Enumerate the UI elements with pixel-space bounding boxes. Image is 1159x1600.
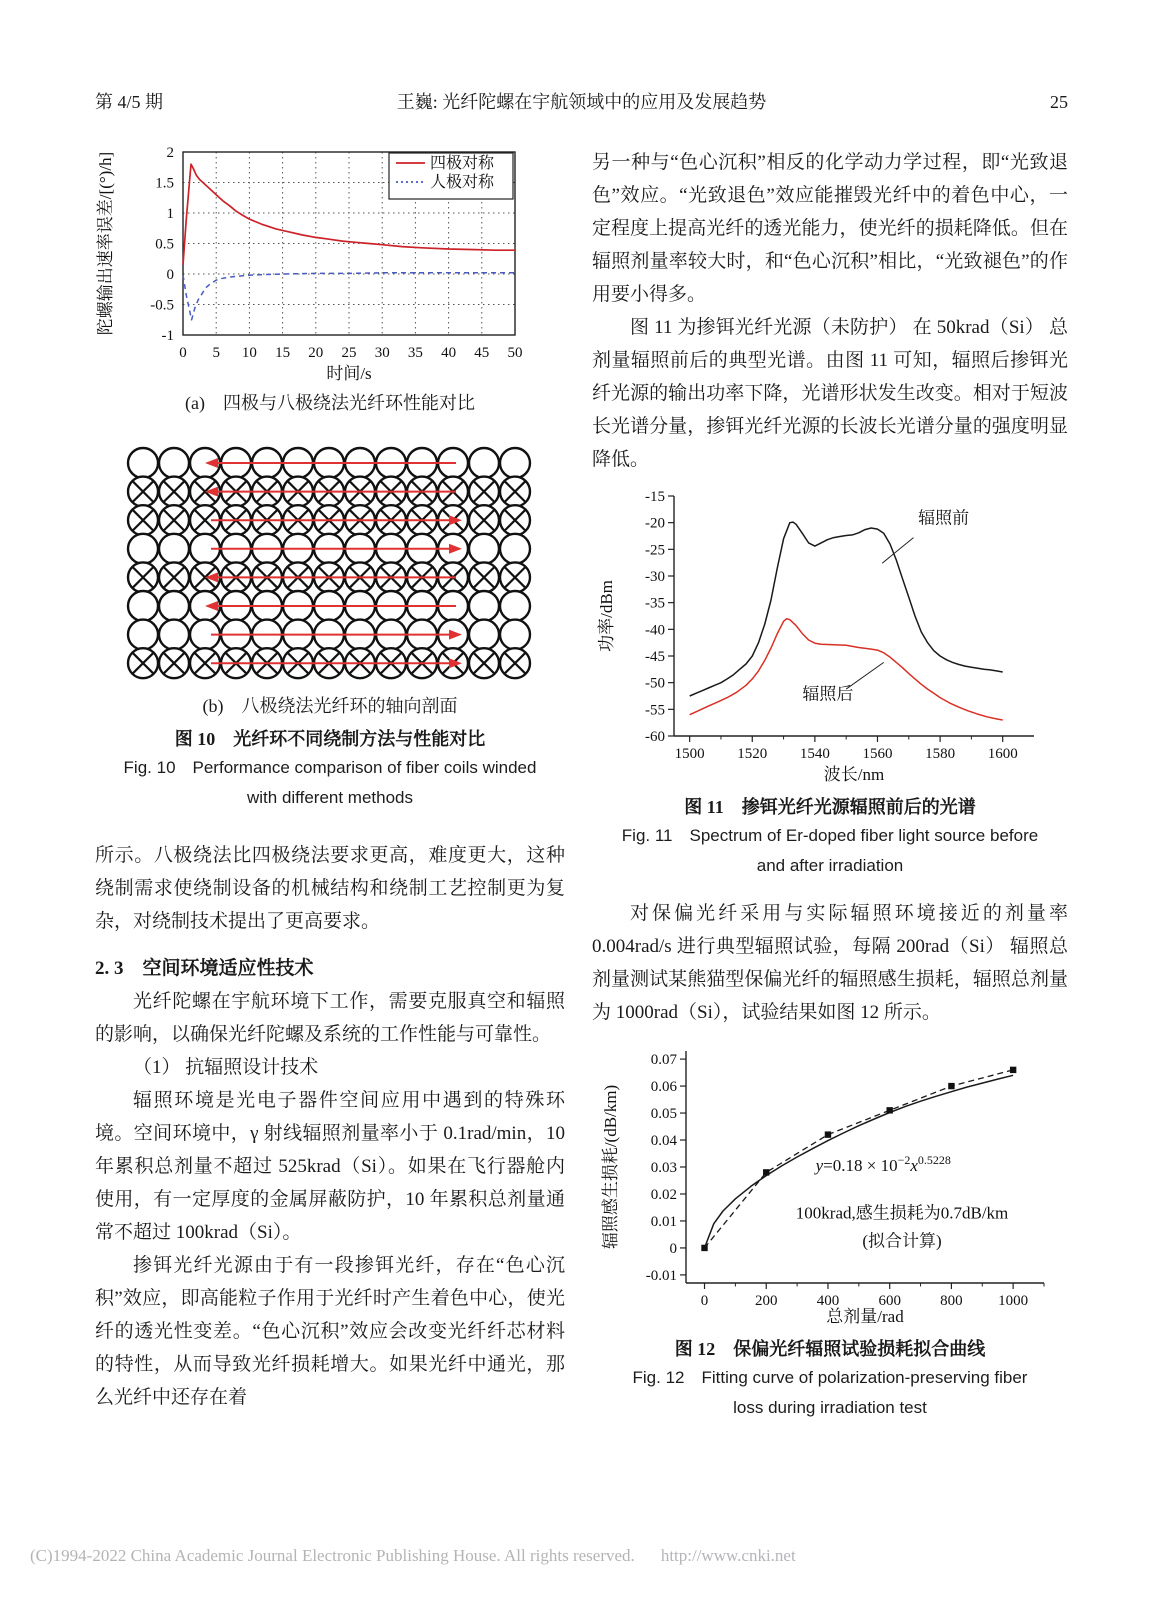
svg-text:1520: 1520 <box>737 746 768 762</box>
figure10-caption-en2: with different methods <box>247 788 413 808</box>
svg-text:25: 25 <box>341 345 357 361</box>
svg-text:-45: -45 <box>645 649 665 665</box>
svg-text:200: 200 <box>754 1293 778 1309</box>
figure11-caption-zh: 图 11 掺铒光纤光源辐照前后的光谱 <box>684 797 976 817</box>
figure11-caption-en1: Fig. 11 Spectrum of Er-doped fiber light source before <box>621 826 1039 845</box>
svg-text:陀螺输出速率误差/[(°)/h]: 陀螺输出速率误差/[(°)/h] <box>96 151 115 336</box>
figure12-chart <box>596 1037 1068 1329</box>
figure12-caption-en2: loss during irradiation test <box>733 1398 927 1417</box>
svg-text:0.03: 0.03 <box>650 1160 677 1176</box>
svg-text:总剂量/rad: 总剂量/rad <box>826 1307 904 1326</box>
section-heading-2-3: 2. 3 空间环境适应性技术 <box>95 958 314 980</box>
copyright-text: (C)1994-2022 China Academic Journal Electronic Publishing House. All rights reserved. <box>30 1546 635 1565</box>
svg-text:35: 35 <box>407 345 423 361</box>
svg-text:0.01: 0.01 <box>650 1213 677 1230</box>
figure11-caption-en2: and after irradiation <box>756 856 904 875</box>
svg-text:50: 50 <box>507 345 523 361</box>
figure10a-caption: (a) 四极与八极绕法光纤环性能对比 <box>185 393 475 413</box>
figure10b-coil-diagram <box>123 446 565 683</box>
copyright-footer <box>30 1546 1130 1566</box>
svg-text:2: 2 <box>166 145 174 161</box>
svg-text:0.06: 0.06 <box>650 1079 677 1096</box>
right-paragraph-2: 图 11 为掺铒光纤光源（未防护） 在 50krad（Si） 总剂量辐照前后的典型光谱。由图 11 可知，辐照后掺铒光纤光源的输出功率下降，光谱形状发生改变。相对于短波长光谱分量，掺铒光纤光源的长波长光谱分量的强度明显降低。 <box>592 317 1068 470</box>
right-column <box>592 146 1068 1423</box>
left-paragraph-1: 所示。八极绕法比四极绕法要求更高，难度更大，这种绕制需求使绕制设备的机械结构和绕制工艺控制更为复杂，对绕制技术提出了更高要求。 <box>95 845 565 933</box>
figure10b-caption: (b) 八极绕法光纤环的轴向剖面 <box>202 696 458 717</box>
svg-text:1580: 1580 <box>925 746 956 762</box>
svg-text:-0.5: -0.5 <box>150 297 174 314</box>
svg-text:1600: 1600 <box>987 746 1018 762</box>
svg-text:100krad,感生损耗为0.7dB/km: 100krad,感生损耗为0.7dB/km <box>795 1203 1009 1223</box>
svg-text:0: 0 <box>179 345 187 361</box>
figure10-caption-en1: Fig. 10 Performance comparison of fiber coils winded <box>123 758 537 778</box>
svg-text:20: 20 <box>308 345 324 361</box>
svg-text:时间/s: 时间/s <box>326 364 372 383</box>
svg-text:15: 15 <box>275 345 291 361</box>
svg-text:45: 45 <box>474 345 490 361</box>
svg-text:1.5: 1.5 <box>155 175 174 192</box>
right-paragraph-1: 另一种与“色心沉积”相反的化学动力学过程，即“光致退色”效应。“光致退色”效应能摧毁光纤中的着色中心，一定程度上提高光纤的透光能力，使光纤的损耗降低。但在辐照剂量率较大时，和“色心沉积”相比，“光致褪色”的作用要小得多。 <box>592 152 1068 305</box>
left-column <box>95 140 565 1414</box>
svg-text:40: 40 <box>441 345 457 361</box>
svg-text:人极对称: 人极对称 <box>430 174 495 191</box>
svg-text:0.04: 0.04 <box>650 1133 677 1150</box>
svg-text:0.5: 0.5 <box>155 236 174 253</box>
svg-text:0.02: 0.02 <box>650 1186 677 1203</box>
figure11-chart <box>592 482 1068 787</box>
svg-text:-25: -25 <box>645 542 665 559</box>
subsection-heading-1: （1） 抗辐照设计技术 <box>133 1057 319 1079</box>
issue-number: 第 4/5 期 <box>95 92 164 112</box>
page-header <box>95 88 1068 114</box>
svg-text:0.07: 0.07 <box>650 1052 677 1069</box>
svg-text:-20: -20 <box>645 515 665 532</box>
svg-text:-40: -40 <box>645 622 665 639</box>
svg-text:-1: -1 <box>161 328 174 344</box>
left-paragraph-4: 掺铒光纤光源由于有一段掺铒光纤，存在“色心沉积”效应，即高能粒子作用于光纤时产生着色中心，使光纤的透光性变差。“色心沉积”效应会改变光纤纤芯材料的特性，从而导致光纤损耗增大。如果光纤中通光，那么光纤中还存在着 <box>95 1255 565 1409</box>
figure10-caption-zh: 图 10 光纤环不同绕制方法与性能对比 <box>174 729 486 750</box>
figure12-caption-en1: Fig. 12 Fitting curve of polarization-preserving fiber <box>632 1368 1028 1387</box>
svg-text:辐照感生损耗/(dB/km): 辐照感生损耗/(dB/km) <box>601 1084 620 1250</box>
svg-text:1000: 1000 <box>998 1293 1029 1309</box>
svg-text:-0.01: -0.01 <box>645 1267 677 1284</box>
svg-text:波长/nm: 波长/nm <box>823 765 885 784</box>
svg-text:30: 30 <box>374 345 390 361</box>
svg-text:1560: 1560 <box>862 746 893 762</box>
svg-text:1500: 1500 <box>674 746 705 762</box>
left-paragraph-2: 光纤陀螺在宇航环境下工作，需要克服真空和辐照的影响，以确保光纤陀螺及系统的工作性能与可靠性。 <box>95 991 565 1046</box>
svg-text:0: 0 <box>166 267 174 283</box>
svg-text:-15: -15 <box>645 489 665 505</box>
right-paragraph-3: 对保偏光纤采用与实际辐照环境接近的剂量率 0.004rad/s 进行典型辐照试验，每隔 200rad（Si） 辐照总剂量测试某熊猫型保偏光纤的辐照感生损耗，辐照总剂量为 1000rad（Si），试验结果如图 12 所示。 <box>592 903 1068 1023</box>
svg-text:功率/dBm: 功率/dBm <box>597 580 616 652</box>
figure12-caption-zh: 图 12 保偏光纤辐照试验损耗拟合曲线 <box>674 1339 986 1359</box>
svg-text:辐照前: 辐照前 <box>918 508 970 528</box>
svg-text:0.05: 0.05 <box>650 1106 677 1123</box>
svg-text:1: 1 <box>166 206 174 222</box>
svg-text:0: 0 <box>669 1240 677 1257</box>
svg-text:400: 400 <box>816 1293 840 1309</box>
svg-text:600: 600 <box>878 1293 901 1309</box>
svg-text:5: 5 <box>212 345 220 361</box>
page-number: 25 <box>1050 92 1068 112</box>
left-paragraph-3: 辐照环境是光电子器件空间应用中遇到的特殊环境。空间环境中，γ 射线辐照剂量率小于 0.1rad/min，10 年累积总剂量不超过 525krad（Si）。如果在飞行器舱内使用，有一定厚度的金属屏蔽防护，10 年累积总剂量通常不超过 100krad（Si）。 <box>95 1090 565 1244</box>
svg-text:-55: -55 <box>645 702 665 719</box>
svg-text:四极对称: 四极对称 <box>430 155 495 172</box>
svg-text:-30: -30 <box>645 569 665 585</box>
svg-text:800: 800 <box>940 1293 963 1309</box>
cnki-url: http://www.cnki.net <box>660 1546 796 1565</box>
svg-text:y=0.18 × 10−2x0.5228: $y=0.18 \times 10^{-2}x^{0.5228}$ <box>815 1153 951 1176</box>
svg-text:0: 0 <box>700 1293 709 1309</box>
svg-text:-60: -60 <box>645 729 665 745</box>
figure10a-chart <box>95 140 565 386</box>
svg-text:-50: -50 <box>645 675 665 692</box>
running-title: 王巍: 光纤陀螺在宇航领域中的应用及发展趋势 <box>396 92 767 112</box>
svg-text:1540: 1540 <box>799 746 830 762</box>
svg-text:(拟合计算): (拟合计算) <box>862 1231 942 1251</box>
svg-text:-35: -35 <box>645 595 665 612</box>
svg-text:辐照后: 辐照后 <box>802 684 854 704</box>
svg-text:10: 10 <box>241 345 257 361</box>
